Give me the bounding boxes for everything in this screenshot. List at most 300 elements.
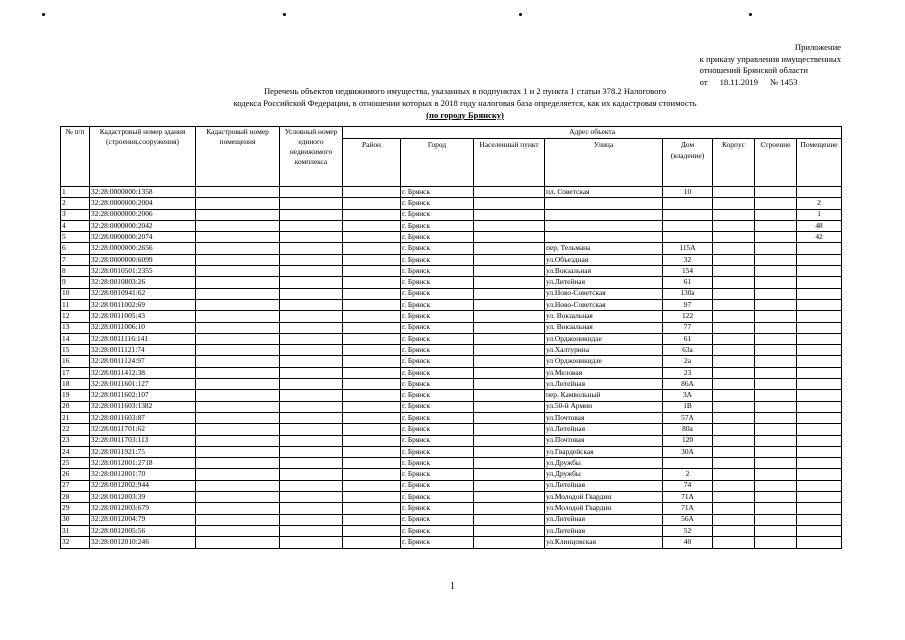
- premises-cell: [797, 187, 842, 198]
- premises-cell: [797, 243, 842, 254]
- building-cadastral-cell: 32:28:0000000:2042: [90, 220, 196, 231]
- premises-cell: [797, 458, 842, 469]
- district-cell: [343, 198, 401, 209]
- stroenie-cell: [755, 266, 797, 277]
- row-number: 13: [61, 322, 90, 333]
- stroenie-cell: [755, 525, 797, 536]
- table-row: [61, 333, 842, 344]
- room-cadastral-cell: [196, 480, 280, 491]
- city-cell: г. Брянск: [401, 514, 474, 525]
- korpus-cell: [713, 514, 755, 525]
- table-row: [61, 254, 842, 265]
- settlement-cell: [474, 480, 545, 491]
- row-number: 6: [61, 243, 90, 254]
- korpus-cell: [713, 333, 755, 344]
- house-cell: 32: [663, 254, 713, 265]
- district-cell: [343, 333, 401, 344]
- premises-cell: [797, 367, 842, 378]
- street-cell: ул.Молодой Гвардии: [545, 492, 663, 503]
- table-row: [61, 266, 842, 277]
- street-cell: пер. Тельмана: [545, 243, 663, 254]
- district-cell: [343, 424, 401, 435]
- street-cell: ул.Вокзальная: [545, 266, 663, 277]
- row-number: 28: [61, 492, 90, 503]
- date-prefix: от: [699, 76, 708, 87]
- stroenie-cell: [755, 288, 797, 299]
- street-cell: ул.Ново-Советская: [545, 288, 663, 299]
- house-cell: 130а: [663, 288, 713, 299]
- district-cell: [343, 209, 401, 220]
- header-city: Город: [401, 139, 474, 187]
- district-cell: [343, 401, 401, 412]
- house-cell: 63а: [663, 345, 713, 356]
- row-number: 14: [61, 333, 90, 344]
- stroenie-cell: [755, 480, 797, 491]
- building-cadastral-cell: 32:28:0000000:2074: [90, 232, 196, 243]
- header-district: Район: [343, 139, 401, 187]
- city-cell: г. Брянск: [401, 435, 474, 446]
- korpus-cell: [713, 379, 755, 390]
- korpus-cell: [713, 401, 755, 412]
- city-cell: г. Брянск: [401, 198, 474, 209]
- street-cell: ул.Молодой Гвардии: [545, 503, 663, 514]
- street-cell: ул.Почтовая: [545, 435, 663, 446]
- house-cell: [663, 198, 713, 209]
- row-number: 17: [61, 367, 90, 378]
- settlement-cell: [474, 232, 545, 243]
- settlement-cell: [474, 220, 545, 231]
- house-cell: 57А: [663, 412, 713, 423]
- house-cell: 61: [663, 277, 713, 288]
- room-cadastral-cell: [196, 220, 280, 231]
- building-cadastral-cell: 32:28:0000000:2656: [90, 243, 196, 254]
- city-cell: г. Брянск: [401, 525, 474, 536]
- stroenie-cell: [755, 277, 797, 288]
- settlement-cell: [474, 243, 545, 254]
- header-stroenie: Строение: [755, 139, 797, 187]
- row-number: 31: [61, 525, 90, 536]
- building-cadastral-cell: 32:28:0011121:74: [90, 345, 196, 356]
- table-row: [61, 187, 842, 198]
- complex-number-cell: [280, 220, 343, 231]
- room-cadastral-cell: [196, 243, 280, 254]
- house-cell: 2а: [663, 356, 713, 367]
- district-cell: [343, 220, 401, 231]
- city-cell: г. Брянск: [401, 458, 474, 469]
- premises-cell: [797, 311, 842, 322]
- stroenie-cell: [755, 254, 797, 265]
- settlement-cell: [474, 209, 545, 220]
- city-cell: г. Брянск: [401, 492, 474, 503]
- row-number: 5: [61, 232, 90, 243]
- settlement-cell: [474, 458, 545, 469]
- building-cadastral-cell: 32:28:0011412:38: [90, 367, 196, 378]
- settlement-cell: [474, 288, 545, 299]
- district-cell: [343, 469, 401, 480]
- table-row: [61, 514, 842, 525]
- row-number: 18: [61, 379, 90, 390]
- row-number: 29: [61, 503, 90, 514]
- building-cadastral-cell: 32:28:0000000:2006: [90, 209, 196, 220]
- header-premises: Помещение: [797, 139, 842, 187]
- premises-cell: [797, 514, 842, 525]
- row-number: 4: [61, 220, 90, 231]
- complex-number-cell: [280, 537, 343, 548]
- street-cell: ул.Орджоникидзе: [545, 333, 663, 344]
- district-cell: [343, 537, 401, 548]
- complex-number-cell: [280, 390, 343, 401]
- district-cell: [343, 458, 401, 469]
- complex-number-cell: [280, 198, 343, 209]
- stroenie-cell: [755, 187, 797, 198]
- stroenie-cell: [755, 503, 797, 514]
- district-cell: [343, 277, 401, 288]
- city-cell: г. Брянск: [401, 266, 474, 277]
- header-building-cadastral: Кадастровый номер здания (строения,сооружения): [90, 127, 196, 187]
- settlement-cell: [474, 333, 545, 344]
- city-cell: г. Брянск: [401, 299, 474, 310]
- city-cell: г. Брянск: [401, 220, 474, 231]
- house-cell: [663, 220, 713, 231]
- complex-number-cell: [280, 424, 343, 435]
- table-row: [61, 492, 842, 503]
- room-cadastral-cell: [196, 299, 280, 310]
- premises-cell: [797, 469, 842, 480]
- premises-cell: [797, 254, 842, 265]
- table-row: [61, 345, 842, 356]
- korpus-cell: [713, 435, 755, 446]
- row-number: 8: [61, 266, 90, 277]
- room-cadastral-cell: [196, 525, 280, 536]
- house-cell: 80а: [663, 424, 713, 435]
- korpus-cell: [713, 367, 755, 378]
- settlement-cell: [474, 401, 545, 412]
- appendix-order-line: к приказу управления имущественных: [699, 53, 841, 64]
- city-cell: г. Брянск: [401, 322, 474, 333]
- page-number: 1: [450, 581, 455, 592]
- complex-number-cell: [280, 492, 343, 503]
- street-cell: ул. Вокзальная: [545, 311, 663, 322]
- table-row: [61, 379, 842, 390]
- city-cell: г. Брянск: [401, 187, 474, 198]
- district-cell: [343, 254, 401, 265]
- street-cell: ул.Ново-Советская: [545, 299, 663, 310]
- city-cell: г. Брянск: [401, 401, 474, 412]
- premises-cell: [797, 412, 842, 423]
- row-number: 27: [61, 480, 90, 491]
- header-num: № п/п: [61, 127, 90, 187]
- street-cell: ул. Вокзальная: [545, 322, 663, 333]
- house-cell: [663, 232, 713, 243]
- korpus-cell: [713, 525, 755, 536]
- house-cell: 97: [663, 299, 713, 310]
- stroenie-cell: [755, 333, 797, 344]
- complex-number-cell: [280, 345, 343, 356]
- district-cell: [343, 379, 401, 390]
- complex-number-cell: [280, 435, 343, 446]
- complex-number-cell: [280, 514, 343, 525]
- premises-cell: [797, 299, 842, 310]
- premises-cell: [797, 503, 842, 514]
- complex-number-cell: [280, 458, 343, 469]
- room-cadastral-cell: [196, 458, 280, 469]
- korpus-cell: [713, 277, 755, 288]
- settlement-cell: [474, 367, 545, 378]
- city-cell: г. Брянск: [401, 254, 474, 265]
- district-cell: [343, 243, 401, 254]
- room-cadastral-cell: [196, 209, 280, 220]
- building-cadastral-cell: 32:28:0011601:127: [90, 379, 196, 390]
- korpus-cell: [713, 492, 755, 503]
- header-street: Улица: [545, 139, 663, 187]
- settlement-cell: [474, 390, 545, 401]
- street-cell: ул.Литейная: [545, 514, 663, 525]
- district-cell: [343, 492, 401, 503]
- settlement-cell: [474, 345, 545, 356]
- district-cell: [343, 367, 401, 378]
- korpus-cell: [713, 390, 755, 401]
- table-row: [61, 458, 842, 469]
- building-cadastral-cell: 32:28:0011005:43: [90, 311, 196, 322]
- house-cell: 40: [663, 537, 713, 548]
- stroenie-cell: [755, 514, 797, 525]
- building-cadastral-cell: 32:28:0011002:69: [90, 299, 196, 310]
- house-cell: 2: [663, 469, 713, 480]
- premises-cell: [797, 333, 842, 344]
- header-room-cadastral: Кадастровый номер помещения: [196, 127, 280, 187]
- complex-number-cell: [280, 243, 343, 254]
- room-cadastral-cell: [196, 390, 280, 401]
- building-cadastral-cell: 32:28:0011006:10: [90, 322, 196, 333]
- building-cadastral-cell: 32:28:0012005:56: [90, 525, 196, 536]
- settlement-cell: [474, 322, 545, 333]
- settlement-cell: [474, 469, 545, 480]
- district-cell: [343, 356, 401, 367]
- settlement-cell: [474, 446, 545, 457]
- table-row: [61, 322, 842, 333]
- header-house: Дом (владение): [663, 139, 713, 187]
- premises-cell: 42: [797, 232, 842, 243]
- city-cell: г. Брянск: [401, 288, 474, 299]
- scan-dot: [283, 13, 286, 16]
- street-cell: ул.Клинцовская: [545, 537, 663, 548]
- row-number: 12: [61, 311, 90, 322]
- complex-number-cell: [280, 311, 343, 322]
- complex-number-cell: [280, 277, 343, 288]
- complex-number-cell: [280, 480, 343, 491]
- premises-cell: [797, 401, 842, 412]
- row-number: 20: [61, 401, 90, 412]
- row-number: 23: [61, 435, 90, 446]
- stroenie-cell: [755, 299, 797, 310]
- city-cell: г. Брянск: [401, 379, 474, 390]
- building-cadastral-cell: 32:28:0011116:141: [90, 333, 196, 344]
- stroenie-cell: [755, 446, 797, 457]
- district-cell: [343, 299, 401, 310]
- table-row: [61, 537, 842, 548]
- complex-number-cell: [280, 333, 343, 344]
- korpus-cell: [713, 266, 755, 277]
- room-cadastral-cell: [196, 322, 280, 333]
- room-cadastral-cell: [196, 187, 280, 198]
- number-prefix: №: [769, 76, 779, 87]
- district-cell: [343, 266, 401, 277]
- city-cell: г. Брянск: [401, 390, 474, 401]
- row-number: 21: [61, 412, 90, 423]
- room-cadastral-cell: [196, 401, 280, 412]
- korpus-cell: [713, 232, 755, 243]
- street-cell: ул.Литейная: [545, 480, 663, 491]
- premises-cell: [797, 379, 842, 390]
- premises-cell: [797, 345, 842, 356]
- settlement-cell: [474, 277, 545, 288]
- house-cell: 122: [663, 311, 713, 322]
- row-number: 25: [61, 458, 90, 469]
- house-cell: [663, 209, 713, 220]
- row-number: 9: [61, 277, 90, 288]
- premises-cell: [797, 266, 842, 277]
- table-row: [61, 390, 842, 401]
- street-cell: ул.Литейная: [545, 424, 663, 435]
- settlement-cell: [474, 537, 545, 548]
- house-cell: 71А: [663, 503, 713, 514]
- street-cell: [545, 232, 663, 243]
- complex-number-cell: [280, 469, 343, 480]
- house-cell: 10: [663, 187, 713, 198]
- table-row: [61, 311, 842, 322]
- street-cell: ул.Объездная: [545, 254, 663, 265]
- room-cadastral-cell: [196, 469, 280, 480]
- table-row: [61, 288, 842, 299]
- city-cell: г. Брянск: [401, 446, 474, 457]
- premises-cell: [797, 424, 842, 435]
- district-cell: [343, 288, 401, 299]
- room-cadastral-cell: [196, 379, 280, 390]
- stroenie-cell: [755, 390, 797, 401]
- row-number: 10: [61, 288, 90, 299]
- row-number: 11: [61, 299, 90, 310]
- stroenie-cell: [755, 209, 797, 220]
- house-cell: 120: [663, 435, 713, 446]
- table-row: [61, 299, 842, 310]
- complex-number-cell: [280, 412, 343, 423]
- building-cadastral-cell: 32:28:0000000:6099: [90, 254, 196, 265]
- complex-number-cell: [280, 187, 343, 198]
- street-cell: ул.50-й Армии: [545, 401, 663, 412]
- room-cadastral-cell: [196, 514, 280, 525]
- premises-cell: 48: [797, 220, 842, 231]
- header-korpus: Корпус: [713, 139, 755, 187]
- premises-cell: [797, 435, 842, 446]
- settlement-cell: [474, 299, 545, 310]
- table-row: [61, 367, 842, 378]
- premises-cell: [797, 446, 842, 457]
- room-cadastral-cell: [196, 356, 280, 367]
- stroenie-cell: [755, 322, 797, 333]
- row-number: 22: [61, 424, 90, 435]
- table-row: [61, 412, 842, 423]
- street-cell: ул.Меловая: [545, 367, 663, 378]
- city-cell: г. Брянск: [401, 367, 474, 378]
- district-cell: [343, 345, 401, 356]
- table-body: [61, 187, 842, 549]
- district-cell: [343, 525, 401, 536]
- district-cell: [343, 311, 401, 322]
- stroenie-cell: [755, 243, 797, 254]
- settlement-cell: [474, 424, 545, 435]
- district-cell: [343, 435, 401, 446]
- house-cell: 74: [663, 480, 713, 491]
- building-cadastral-cell: 32:28:0012002:944: [90, 480, 196, 491]
- header-address: Адрес объекта: [343, 127, 842, 139]
- korpus-cell: [713, 288, 755, 299]
- korpus-cell: [713, 469, 755, 480]
- room-cadastral-cell: [196, 333, 280, 344]
- korpus-cell: [713, 480, 755, 491]
- table-row: [61, 401, 842, 412]
- building-cadastral-cell: 32:28:0012001:70: [90, 469, 196, 480]
- room-cadastral-cell: [196, 254, 280, 265]
- complex-number-cell: [280, 299, 343, 310]
- street-cell: ул.Дружбы: [545, 458, 663, 469]
- appendix-department-line: отношений Брянской области: [699, 65, 808, 76]
- building-cadastral-cell: 32:28:0010803:26: [90, 277, 196, 288]
- district-cell: [343, 503, 401, 514]
- city-cell: г. Брянск: [401, 424, 474, 435]
- premises-cell: [797, 480, 842, 491]
- title-line-2: кодекса Российской Федерации, в отношении которых в 2018 году налоговая база определяется, как их кадастровая стоимость: [233, 98, 697, 108]
- building-cadastral-cell: 32:28:0010941:62: [90, 288, 196, 299]
- complex-number-cell: [280, 254, 343, 265]
- house-cell: 3А: [663, 390, 713, 401]
- street-cell: ул.Литейная: [545, 525, 663, 536]
- table-row: [61, 198, 842, 209]
- korpus-cell: [713, 345, 755, 356]
- city-cell: г. Брянск: [401, 412, 474, 423]
- table-row: [61, 469, 842, 480]
- street-cell: [545, 209, 663, 220]
- city-cell: г. Брянск: [401, 243, 474, 254]
- district-cell: [343, 446, 401, 457]
- row-number: 15: [61, 345, 90, 356]
- building-cadastral-cell: 32:28:0011921:75: [90, 446, 196, 457]
- settlement-cell: [474, 254, 545, 265]
- table-row: [61, 480, 842, 491]
- table-row: [61, 503, 842, 514]
- district-cell: [343, 514, 401, 525]
- premises-cell: 1: [797, 209, 842, 220]
- complex-number-cell: [280, 356, 343, 367]
- district-cell: [343, 480, 401, 491]
- street-cell: ул.Дружбы: [545, 469, 663, 480]
- house-cell: [663, 458, 713, 469]
- table-row: [61, 220, 842, 231]
- table-row: [61, 277, 842, 288]
- building-cadastral-cell: 32:28:0011602:107: [90, 390, 196, 401]
- building-cadastral-cell: 32:28:0011701:62: [90, 424, 196, 435]
- settlement-cell: [474, 379, 545, 390]
- property-table: [60, 126, 842, 549]
- korpus-cell: [713, 412, 755, 423]
- house-cell: 77: [663, 322, 713, 333]
- korpus-cell: [713, 220, 755, 231]
- house-cell: 61: [663, 333, 713, 344]
- room-cadastral-cell: [196, 537, 280, 548]
- row-number: 24: [61, 446, 90, 457]
- header-settlement: Населенный пункт: [474, 139, 545, 187]
- city-cell: г. Брянск: [401, 480, 474, 491]
- header-complex-number: Условный номер единого недвижимого комплекса: [280, 127, 343, 187]
